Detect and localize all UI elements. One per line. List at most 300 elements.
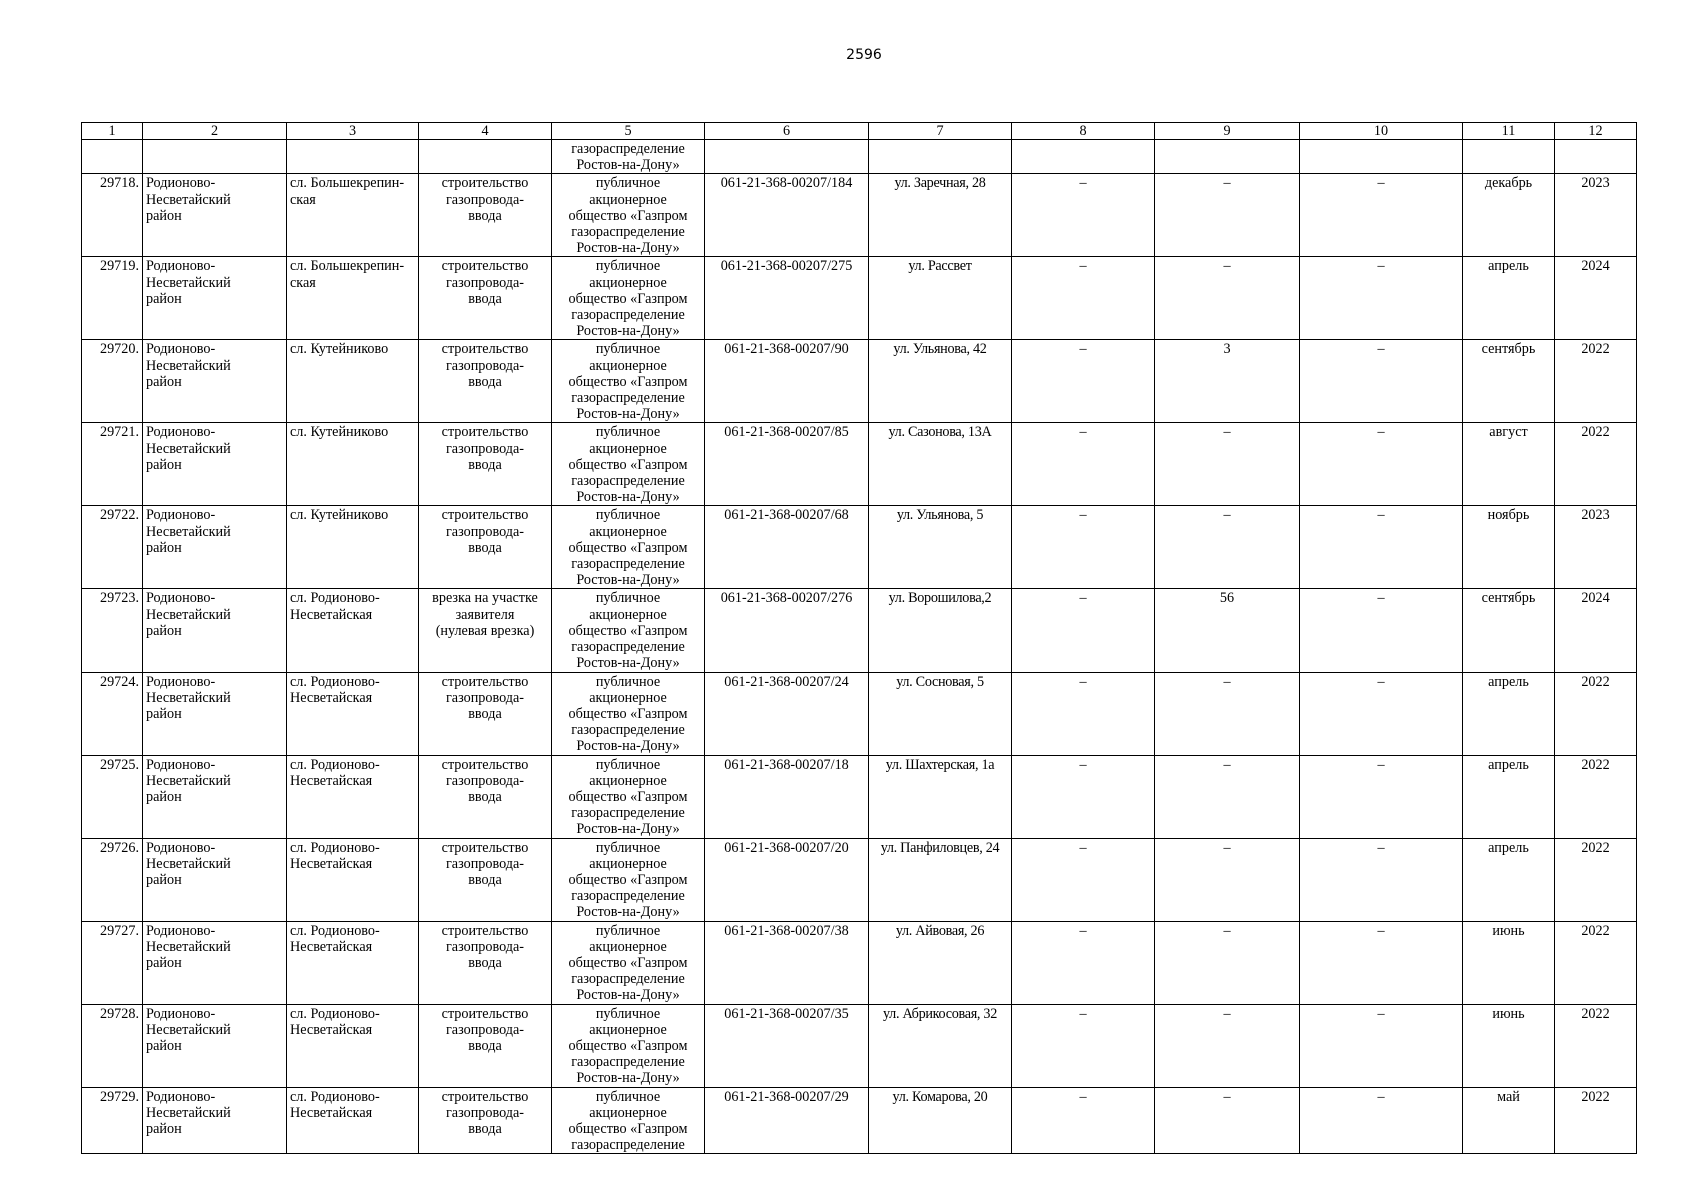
cell-line: ввода xyxy=(468,1037,502,1054)
conditions-number: 061-21-368-00207/29 xyxy=(705,1087,869,1154)
cell-line: акционерное xyxy=(589,1021,667,1038)
col8-value: – xyxy=(1012,755,1155,838)
empty-cell xyxy=(1300,140,1463,174)
organization-cell xyxy=(552,506,705,589)
empty-cell xyxy=(705,140,869,174)
district-cell xyxy=(143,838,287,921)
cell-line: газопровода- xyxy=(445,274,525,291)
cell-line: строительство xyxy=(441,756,529,773)
organization-cell xyxy=(552,755,705,838)
cell-line: газораспределение xyxy=(571,224,685,241)
table-row xyxy=(82,838,1637,921)
address-cell: ул. Абрикосовая, 32 xyxy=(869,1004,1012,1087)
cell-line: сл. Кутейниково xyxy=(290,424,389,441)
column-header: 2 xyxy=(143,123,287,140)
cell-line: публичное xyxy=(595,341,661,358)
cell-line: район xyxy=(146,1037,182,1054)
col10-value: – xyxy=(1300,838,1463,921)
cell-line: ская xyxy=(290,191,316,208)
conditions-number: 061-21-368-00207/90 xyxy=(705,340,869,423)
cell-line: газораспределение xyxy=(571,556,685,573)
cell-line: Родионово- xyxy=(146,258,216,275)
address-cell: ул. Заречная, 28 xyxy=(869,174,1012,257)
cell-line: публичное xyxy=(595,922,661,939)
cell-line: акционерное xyxy=(589,440,667,457)
empty-cell xyxy=(287,140,419,174)
work-type-cell xyxy=(419,589,552,672)
cell-line: общество «Газпром xyxy=(568,871,688,888)
settlement-cell xyxy=(287,257,419,340)
work-type-cell xyxy=(419,838,552,921)
cell-line: акционерное xyxy=(589,523,667,540)
col8-value: – xyxy=(1012,257,1155,340)
col9-value: 56 xyxy=(1155,589,1300,672)
cell-line: акционерное xyxy=(589,606,667,623)
column-header: 9 xyxy=(1155,123,1300,140)
year-cell: 2023 xyxy=(1555,174,1637,257)
continuation-row xyxy=(82,140,1637,174)
work-type-cell xyxy=(419,1087,552,1154)
work-type-cell xyxy=(419,257,552,340)
cell-line: район xyxy=(146,705,182,722)
year-cell: 2023 xyxy=(1555,506,1637,589)
col8-value: – xyxy=(1012,1004,1155,1087)
cell-line: газораспределение xyxy=(571,805,685,822)
cell-line: газораспределение xyxy=(571,473,685,490)
cell-line: ввода xyxy=(468,871,502,888)
cell-line: Несветайская xyxy=(290,1104,373,1121)
year-cell: 2022 xyxy=(1555,1087,1637,1154)
cell-line: сл. Родионово- xyxy=(290,673,380,690)
cell-line: заявителя xyxy=(455,606,515,623)
cell-line: строительство xyxy=(441,258,529,275)
table-row xyxy=(82,1087,1637,1154)
organization-cell xyxy=(552,174,705,257)
table-row xyxy=(82,506,1637,589)
year-cell: 2022 xyxy=(1555,755,1637,838)
cell-line: район xyxy=(146,456,182,473)
cell-line: Несветайский xyxy=(146,191,231,208)
cell-line: Несветайская xyxy=(290,772,373,789)
month-cell: июнь xyxy=(1463,1004,1555,1087)
cell-line: акционерное xyxy=(589,938,667,955)
cell-line: общество «Газпром xyxy=(568,1120,688,1137)
cell-line: Ростов-на-Дону» xyxy=(576,655,680,672)
col10-value: – xyxy=(1300,755,1463,838)
cell-line: сл. Родионово- xyxy=(290,839,380,856)
month-cell: апрель xyxy=(1463,755,1555,838)
month-cell: декабрь xyxy=(1463,174,1555,257)
cell-line: сл. Родионово- xyxy=(290,1088,380,1105)
gasification-table xyxy=(81,122,1637,1154)
cell-line: акционерное xyxy=(589,191,667,208)
month-cell: сентябрь xyxy=(1463,340,1555,423)
row-number: 29722. xyxy=(82,506,143,589)
address-cell: ул. Сазонова, 13А xyxy=(869,423,1012,506)
cell-line: публичное xyxy=(595,673,661,690)
settlement-cell xyxy=(287,1004,419,1087)
cell-line: Родионово- xyxy=(146,922,216,939)
organization-cell xyxy=(552,1087,705,1154)
district-cell xyxy=(143,506,287,589)
settlement-cell xyxy=(287,1087,419,1154)
month-cell: август xyxy=(1463,423,1555,506)
settlement-cell xyxy=(287,589,419,672)
cell-line: газораспределение xyxy=(571,722,685,739)
col10-value: – xyxy=(1300,257,1463,340)
cell-line: газопровода- xyxy=(445,191,525,208)
work-type-cell xyxy=(419,423,552,506)
conditions-number: 061-21-368-00207/38 xyxy=(705,921,869,1004)
district-cell xyxy=(143,423,287,506)
cell-line: Ростов-на-Дону» xyxy=(576,572,680,589)
column-number-row xyxy=(82,123,1637,140)
cell-line: Ростов-на-Дону» xyxy=(576,738,680,755)
year-cell: 2022 xyxy=(1555,340,1637,423)
cell-line: строительство xyxy=(441,1005,529,1022)
cell-line: общество «Газпром xyxy=(568,373,688,390)
cell-line: район xyxy=(146,871,182,888)
cell-line: газораспределение xyxy=(571,307,685,324)
cell-line: газопровода- xyxy=(445,689,525,706)
work-type-cell xyxy=(419,755,552,838)
cell-line: Ростов-на-Дону» xyxy=(576,406,680,423)
col8-value: – xyxy=(1012,921,1155,1004)
col9-value: – xyxy=(1155,174,1300,257)
empty-cell xyxy=(143,140,287,174)
cell-line: район xyxy=(146,622,182,639)
cell-line: Несветайская xyxy=(290,855,373,872)
month-cell: июнь xyxy=(1463,921,1555,1004)
address-cell: ул. Ульянова, 42 xyxy=(869,340,1012,423)
cell-line: газопровода- xyxy=(445,938,525,955)
col8-value: – xyxy=(1012,423,1155,506)
col9-value: – xyxy=(1155,257,1300,340)
col10-value: – xyxy=(1300,1004,1463,1087)
cell-line: Несветайский xyxy=(146,772,231,789)
col9-value: – xyxy=(1155,755,1300,838)
cell-line: строительство xyxy=(441,1088,529,1105)
col10-value: – xyxy=(1300,921,1463,1004)
settlement-cell xyxy=(287,921,419,1004)
cell-line: акционерное xyxy=(589,689,667,706)
cell-line: Несветайская xyxy=(290,689,373,706)
cell-line: ввода xyxy=(468,456,502,473)
conditions-number: 061-21-368-00207/276 xyxy=(705,589,869,672)
col8-value: – xyxy=(1012,1087,1155,1154)
conditions-number: 061-21-368-00207/275 xyxy=(705,257,869,340)
empty-cell xyxy=(869,140,1012,174)
cell-line: ввода xyxy=(468,207,502,224)
address-cell: ул. Рассвет xyxy=(869,257,1012,340)
cell-line: акционерное xyxy=(589,274,667,291)
cell-line: район xyxy=(146,373,182,390)
year-cell: 2022 xyxy=(1555,672,1637,755)
col10-value: – xyxy=(1300,340,1463,423)
work-type-cell xyxy=(419,921,552,1004)
year-cell: 2024 xyxy=(1555,589,1637,672)
cell-line: ввода xyxy=(468,954,502,971)
month-cell: ноябрь xyxy=(1463,506,1555,589)
col9-value: – xyxy=(1155,423,1300,506)
settlement-cell xyxy=(287,755,419,838)
cell-line: газораспределение xyxy=(571,390,685,407)
cell-line: общество «Газпром xyxy=(568,207,688,224)
row-number: 29721. xyxy=(82,423,143,506)
cell-line: сл. Родионово- xyxy=(290,1005,380,1022)
settlement-cell xyxy=(287,838,419,921)
cell-line: публичное xyxy=(595,507,661,524)
cell-line: газопровода- xyxy=(445,1021,525,1038)
organization-cell xyxy=(552,140,705,174)
cell-line: общество «Газпром xyxy=(568,954,688,971)
cell-line: Несветайская xyxy=(290,606,373,623)
row-number: 29719. xyxy=(82,257,143,340)
organization-cell xyxy=(552,257,705,340)
cell-line: акционерное xyxy=(589,357,667,374)
cell-line: публичное xyxy=(595,175,661,192)
cell-line: сл. Кутейниково xyxy=(290,341,389,358)
row-number: 29728. xyxy=(82,1004,143,1087)
cell-line: общество «Газпром xyxy=(568,290,688,307)
organization-cell xyxy=(552,672,705,755)
col9-value: – xyxy=(1155,921,1300,1004)
settlement-cell xyxy=(287,174,419,257)
cell-line: Несветайский xyxy=(146,1021,231,1038)
conditions-number: 061-21-368-00207/68 xyxy=(705,506,869,589)
cell-line: газораспределение xyxy=(571,1137,685,1154)
cell-line: общество «Газпром xyxy=(568,456,688,473)
col9-value: – xyxy=(1155,672,1300,755)
cell-line: строительство xyxy=(441,507,529,524)
address-cell: ул. Ульянова, 5 xyxy=(869,506,1012,589)
year-cell: 2022 xyxy=(1555,838,1637,921)
cell-line: публичное xyxy=(595,424,661,441)
col9-value: 3 xyxy=(1155,340,1300,423)
page-number: 2596 xyxy=(846,47,882,63)
table-row xyxy=(82,340,1637,423)
address-cell: ул. Ворошилова,2 xyxy=(869,589,1012,672)
cell-line: общество «Газпром xyxy=(568,788,688,805)
district-cell xyxy=(143,672,287,755)
cell-line: ввода xyxy=(468,539,502,556)
district-cell xyxy=(143,589,287,672)
col8-value: – xyxy=(1012,174,1155,257)
cell-line: Несветайская xyxy=(290,1021,373,1038)
settlement-cell xyxy=(287,672,419,755)
table-row xyxy=(82,755,1637,838)
cell-line: газопровода- xyxy=(445,440,525,457)
cell-line: Родионово- xyxy=(146,590,216,607)
cell-line: публичное xyxy=(595,1005,661,1022)
col10-value: – xyxy=(1300,1087,1463,1154)
cell-line: газопровода- xyxy=(445,1104,525,1121)
district-cell xyxy=(143,921,287,1004)
cell-line: Родионово- xyxy=(146,175,216,192)
district-cell xyxy=(143,340,287,423)
work-type-cell xyxy=(419,174,552,257)
col8-value: – xyxy=(1012,340,1155,423)
row-number: 29727. xyxy=(82,921,143,1004)
organization-cell xyxy=(552,1004,705,1087)
column-header: 6 xyxy=(705,123,869,140)
settlement-cell xyxy=(287,506,419,589)
cell-line: Ростов-на-Дону» xyxy=(576,821,680,838)
cell-line: газопровода- xyxy=(445,357,525,374)
row-number: 29725. xyxy=(82,755,143,838)
cell-line: район xyxy=(146,1120,182,1137)
table-row xyxy=(82,921,1637,1004)
cell-line: район xyxy=(146,290,182,307)
row-number: 29723. xyxy=(82,589,143,672)
cell-line: Несветайский xyxy=(146,606,231,623)
cell-line: общество «Газпром xyxy=(568,539,688,556)
cell-line: сл. Родионово- xyxy=(290,590,380,607)
cell-line: Несветайский xyxy=(146,938,231,955)
cell-line: Родионово- xyxy=(146,424,216,441)
cell-line: (нулевая врезка) xyxy=(435,622,535,639)
conditions-number: 061-21-368-00207/20 xyxy=(705,838,869,921)
year-cell: 2022 xyxy=(1555,921,1637,1004)
cell-line: общество «Газпром xyxy=(568,1037,688,1054)
year-cell: 2022 xyxy=(1555,423,1637,506)
settlement-cell xyxy=(287,340,419,423)
cell-line: Ростов-на-Дону» xyxy=(576,987,680,1004)
table-row xyxy=(82,423,1637,506)
empty-cell xyxy=(1155,140,1300,174)
cell-line: газораспределение xyxy=(571,1054,685,1071)
column-header: 10 xyxy=(1300,123,1463,140)
col8-value: – xyxy=(1012,672,1155,755)
cell-line: ввода xyxy=(468,373,502,390)
organization-cell xyxy=(552,340,705,423)
address-cell: ул. Айвовая, 26 xyxy=(869,921,1012,1004)
row-number: 29720. xyxy=(82,340,143,423)
col9-value: – xyxy=(1155,506,1300,589)
cell-line: строительство xyxy=(441,839,529,856)
cell-line: строительство xyxy=(441,175,529,192)
col10-value: – xyxy=(1300,174,1463,257)
month-cell: апрель xyxy=(1463,257,1555,340)
table-row xyxy=(82,589,1637,672)
month-cell: апрель xyxy=(1463,672,1555,755)
cell-line: район xyxy=(146,954,182,971)
cell-line: публичное xyxy=(595,756,661,773)
cell-line: Несветайский xyxy=(146,274,231,291)
organization-cell xyxy=(552,838,705,921)
empty-cell xyxy=(419,140,552,174)
cell-line: район xyxy=(146,539,182,556)
column-header: 5 xyxy=(552,123,705,140)
year-cell: 2022 xyxy=(1555,1004,1637,1087)
col10-value: – xyxy=(1300,672,1463,755)
conditions-number: 061-21-368-00207/18 xyxy=(705,755,869,838)
col9-value: – xyxy=(1155,838,1300,921)
cell-line: Родионово- xyxy=(146,1005,216,1022)
cell-line: врезка на участке xyxy=(432,590,538,607)
empty-cell xyxy=(1463,140,1555,174)
cell-line: строительство xyxy=(441,424,529,441)
col10-value: – xyxy=(1300,506,1463,589)
cell-line: строительство xyxy=(441,922,529,939)
conditions-number: 061-21-368-00207/24 xyxy=(705,672,869,755)
row-number: 29718. xyxy=(82,174,143,257)
settlement-cell xyxy=(287,423,419,506)
col10-value: – xyxy=(1300,423,1463,506)
district-cell xyxy=(143,257,287,340)
address-cell: ул. Сосновая, 5 xyxy=(869,672,1012,755)
cell-line: сл. Родионово- xyxy=(290,756,380,773)
cell-line: Несветайский xyxy=(146,855,231,872)
cell-line: Родионово- xyxy=(146,756,216,773)
conditions-number: 061-21-368-00207/184 xyxy=(705,174,869,257)
cell-line: сл. Большекрепин- xyxy=(290,258,405,275)
month-cell: апрель xyxy=(1463,838,1555,921)
cell-line: Ростов-на-Дону» xyxy=(576,489,680,506)
cell-line: публичное xyxy=(595,839,661,856)
cell-line: публичное xyxy=(595,590,661,607)
cell-line: газопровода- xyxy=(445,855,525,872)
year-cell: 2024 xyxy=(1555,257,1637,340)
work-type-cell xyxy=(419,1004,552,1087)
month-cell: май xyxy=(1463,1087,1555,1154)
month-cell: сентябрь xyxy=(1463,589,1555,672)
cell-line: Несветайский xyxy=(146,440,231,457)
cell-line: Ростов-на-Дону» xyxy=(576,240,680,257)
cell-line: ввода xyxy=(468,290,502,307)
column-header: 8 xyxy=(1012,123,1155,140)
cell-line: строительство xyxy=(441,673,529,690)
cell-line: район xyxy=(146,207,182,224)
work-type-cell xyxy=(419,672,552,755)
cell-line: ввода xyxy=(468,705,502,722)
cell-line: Несветайский xyxy=(146,523,231,540)
table-row xyxy=(82,174,1637,257)
table-body xyxy=(82,123,1637,1154)
address-cell: ул. Комарова, 20 xyxy=(869,1087,1012,1154)
cell-line: газопровода- xyxy=(445,523,525,540)
cell-line: сл. Кутейниково xyxy=(290,507,389,524)
cell-line: Ростов-на-Дону» xyxy=(576,904,680,921)
cell-line: газораспределение xyxy=(571,639,685,656)
district-cell xyxy=(143,1087,287,1154)
cell-line: общество «Газпром xyxy=(568,705,688,722)
column-header: 4 xyxy=(419,123,552,140)
cell-line: строительство xyxy=(441,341,529,358)
col9-value: – xyxy=(1155,1004,1300,1087)
column-header: 1 xyxy=(82,123,143,140)
cell-line: Ростов-на-Дону» xyxy=(576,323,680,340)
cell-line: газопровода- xyxy=(445,772,525,789)
address-cell: ул. Панфиловцев, 24 xyxy=(869,838,1012,921)
column-header: 12 xyxy=(1555,123,1637,140)
conditions-number: 061-21-368-00207/35 xyxy=(705,1004,869,1087)
cell-line: сл. Большекрепин- xyxy=(290,175,405,192)
address-cell: ул. Шахтерская, 1а xyxy=(869,755,1012,838)
empty-cell xyxy=(82,140,143,174)
cell-line: газораспределение xyxy=(571,888,685,905)
table-row xyxy=(82,672,1637,755)
cell-line: Родионово- xyxy=(146,507,216,524)
organization-cell xyxy=(552,921,705,1004)
cell-line: Родионово- xyxy=(146,1088,216,1105)
cell-line: акционерное xyxy=(589,772,667,789)
empty-cell xyxy=(1012,140,1155,174)
cell-line: Ростов-на-Дону» xyxy=(576,1070,680,1087)
work-type-cell xyxy=(419,506,552,589)
empty-cell xyxy=(1555,140,1637,174)
col8-value: – xyxy=(1012,506,1155,589)
